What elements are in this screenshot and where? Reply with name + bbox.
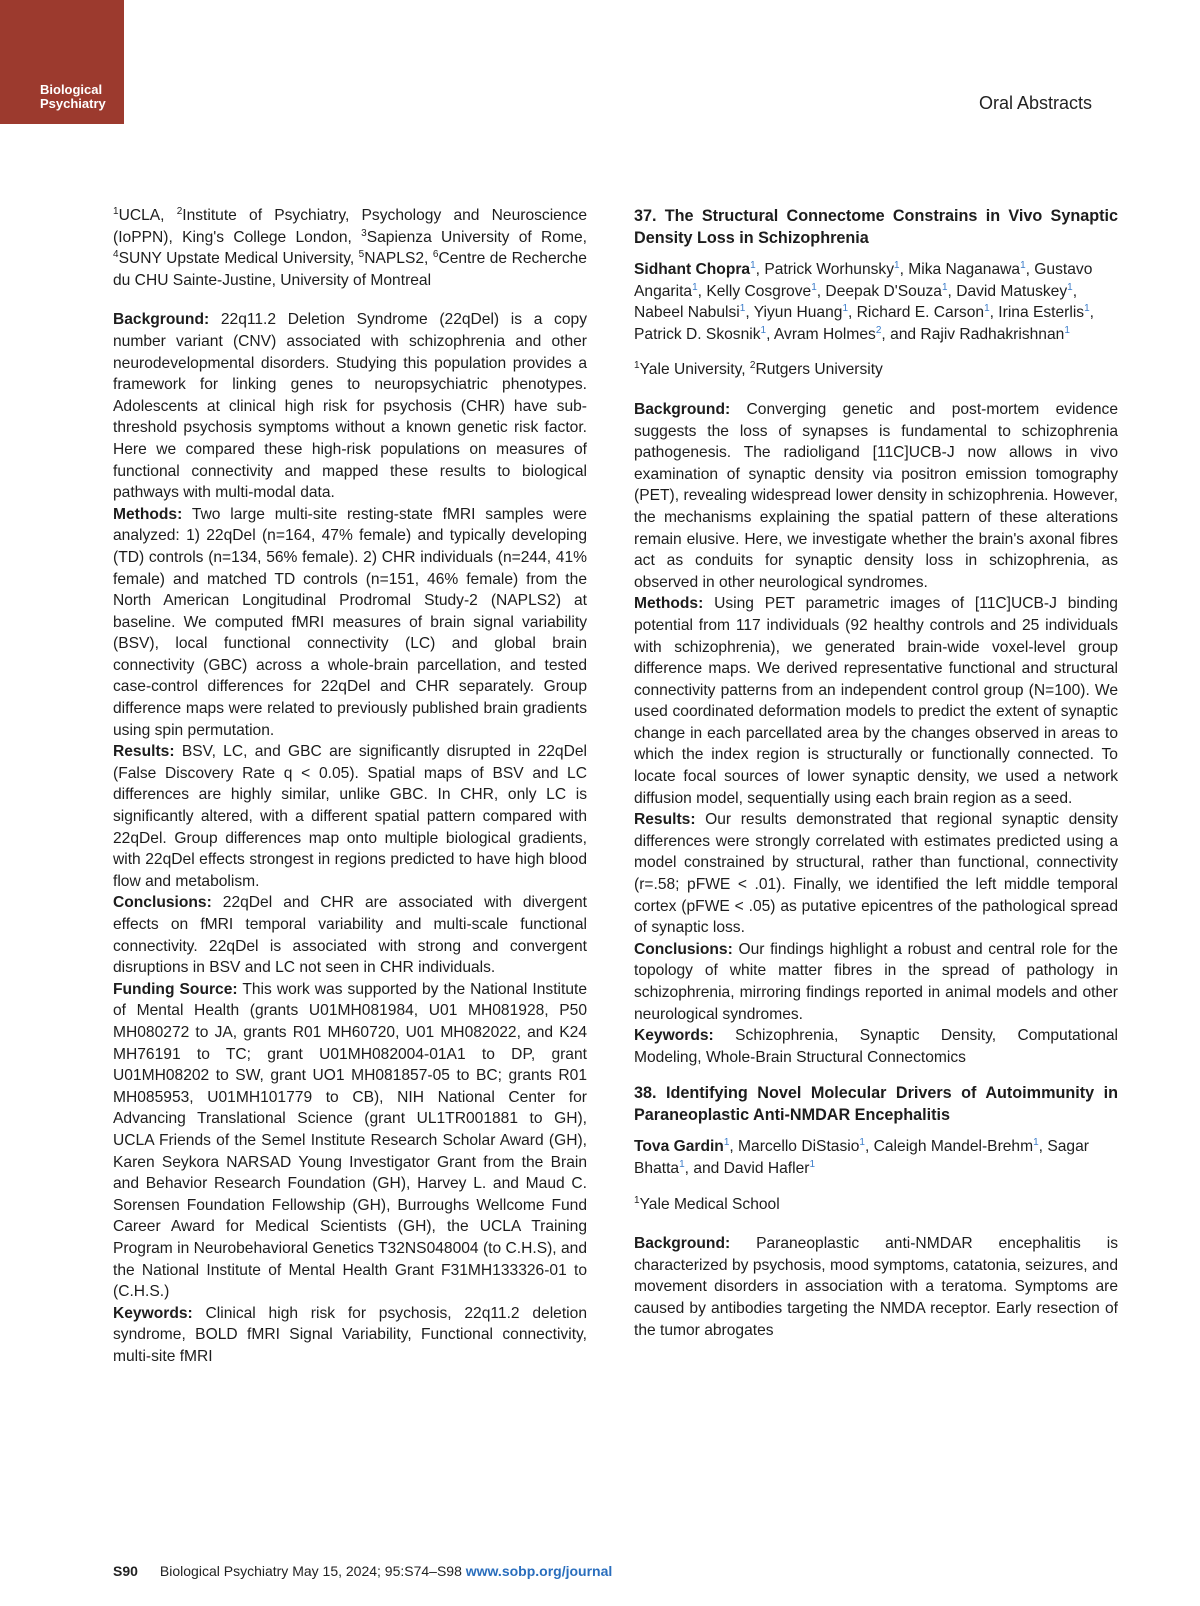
section-label: Oral Abstracts [978, 93, 1092, 113]
left-column [113, 205, 587, 1367]
abstract-38-background: Background: Paraneoplastic anti-NMDAR encephalitis is characterized by psychosis, mood symptoms, catatonia, seizures, and movement disorders in association with a teratoma. Symptoms are caused by antibodies targeting the NMDA receptor. Early resection of the tumor abrogates [634, 1235, 1118, 1339]
abstract-37-background: Background: Converging genetic and post-mortem evidence suggests the loss of synapses is fundamental to schizophrenia pathogenesis. The radioligand [11C]UCB-J now allows in vivo examination of synaptic density via positron emission tomography (PET), revealing widespread lower density in schizophrenia. However, the mechanisms explaining the spatial pattern of these alterations remain elusive. Here, we investigate whether the brain's axonal fibres act as conduits for synaptic density loss in schizophrenia, as observed in other neurological syndromes. [634, 400, 1118, 591]
affiliations: $^1$UCLA, $^2$Institute of Psychiatry, Psychology and Neuroscience (IoPPN), King's College London, $^3$Sapienza University of Rome, $^4$SUNY Upstate Medical University, $^5$NAPLS2, $^6$Centre de Recherche du CHU Sainte-Justine, University of Montreal [113, 205, 587, 289]
abstract-38-authors: Tova Gardin$^1$, Marcello DiStasio$^1$, Caleigh Mandel-Brehm$^1$, Sagar Bhatta$^1$, and David Hafler$^1$ [634, 1137, 1089, 1177]
abstract-37-authors: Sidhant Chopra$^1$, Patrick Worhunsky$^1$, Mika Naganawa$^1$, Gustavo Angarita$^1$, Kelly Cosgrove$^1$, Deepak D'Souza$^1$, David Matuskey$^1$, Nabeel Nabulsi$^1$, Yiyun Huang$^1$, Richard E. Carson$^1$, Irina Esterlis$^1$, Patrick D. Skosnik$^1$, Avram Holmes$^2$, and Rajiv Radhakrishnan$^1$ [634, 259, 1095, 343]
abstract-37-methods: Methods: Using PET parametric images of [11C]UCB-J binding potential from 117 individuals (92 healthy controls and 25 individuals with schizophrenia), we generated brain-wide voxel-level group difference maps. We derived representative functional and structural connectivity patterns from an independent control group (N=100). We used coordinated deformation models to predict the extent of synaptic change in each parcellated area by the changes observed in areas to which the index region is structurally or functionally connected. To locate focal sources of lower synaptic density, we used a network diffusion model, sequentially using each brain region as a seed. [634, 595, 1118, 807]
journal-logo-text: Biological Psychiatry [40, 82, 106, 111]
citation: Biological Psychiatry May 15, 2024; 95:S74–S98 [159, 1563, 466, 1579]
page-number: S90 [113, 1563, 138, 1579]
journal-logo [0, 0, 124, 124]
methods-section: Methods: Two large multi-site resting-state fMRI samples were analyzed: 1) 22qDel (n=164, 47% female) and typically developing (TD) controls (n=134, 56% female). 2) CHR individuals (n=244, 41% female) and matched TD controls (n=151, 46% female) from the North American Longitudinal Prodromal Study-2 (NAPLS2) at baseline. We computed fMRI measures of brain signal variability (BSV), local functional connectivity (LC) and global brain connectivity (GBC) across a whole-brain parcellation, and tested case-control differences for 22qDel and CHR separately. Group difference maps were related to previously published brain gradients using spin permutation. [113, 505, 587, 739]
keywords-section: Keywords: Clinical high risk for psychosis, 22q11.2 deletion syndrome, BOLD fMRI Signal Variability, Functional connectivity, multi-site fMRI [113, 1304, 587, 1365]
funding-section: Funding Source: This work was supported by the National Institute of Mental Health (grants U01MH081984, U01 MH081928, P50 MH080272 to JA, grants R01 MH60720, U01 MH082022, and K24 MH76191 to TC; grant U01MH082004-01A1 to DP, grant U01MH08202 to SW, grant UO1 MH081857-05 to BC; grants R01 MH085953, U01MH101779 to CB), NIH National Center for Advancing Translational Science (grant UL1TR001881 to GH), UCLA Friends of the Semel Institute Research Scholar Award (GH), Karen Seykora NARSAD Young Investigator Grant from the Brain and Behavior Research Foundation (GH), Harvey L. and Maud C. Sorensen Foundation Fellowship (GH), Burroughs Wellcome Fund Career Award for Medical Scientists (GH), the UCLA Training Program in Neurobehavioral Genetics T32NS048004 (to C.H.S), and the National Institute of Mental Health Grant F31MH133326-01 to (C.H.S.) [113, 980, 588, 1301]
journal-url-link[interactable]: www.sobp.org/journal [465, 1563, 613, 1579]
abstract-37-results: Results: Our results demonstrated that regional synaptic density differences were strongly correlated with estimates predicted using a model constrained by structural, rather than functional, connectivity (r=.58; pFWE < .01). Finally, we identified the left middle temporal cortex (pFWE < .05) as putative epicentres of the pathological spread of synaptic loss. [634, 811, 1118, 937]
abstract-37-keywords: Keywords: Schizophrenia, Synaptic Density, Computational Modeling, Whole-Brain Structural Connectomics [634, 1027, 1119, 1066]
abstract-37-title: 37. The Structural Connectome Constrains in Vivo Synaptic Density Loss in Schizophrenia [634, 207, 1118, 247]
background-section: Background: 22q11.2 Deletion Syndrome (22qDel) is a copy number variant (CNV) associated with schizophrenia and other neurodevelopmental disorders. Studying this population provides a framework for linking genes to neuropsychiatric phenotypes. Adolescents at clinical high risk for psychosis (CHR) have sub-threshold psychosis symptoms without a known genetic risk factor. Here we compared these high-risk populations on measures of functional connectivity and mapped these results to biological pathways with multi-modal data. [113, 311, 587, 502]
abstract-38-affiliations: $^1$Yale Medical School [634, 1194, 780, 1213]
abstract-38-title: 38. Identifying Novel Molecular Drivers of Autoimmunity in Paraneoplastic Anti-NMDAR Encephalitis [634, 1084, 1118, 1125]
results-section: Results: BSV, LC, and GBC are significantly disrupted in 22qDel (False Discovery Rate q < 0.05). Spatial maps of BSV and LC differences are highly similar, unlike GBC. In CHR, only LC is significantly altered, with a different spatial pattern compared with 22qDel. Group differences map onto multiple biological gradients, with 22qDel effects strongest in regions predicted to have high blood flow and metabolism. [113, 743, 587, 890]
abstract-divider [634, 1068, 1118, 1082]
page-footer [113, 1563, 612, 1579]
abstract-37-affiliations: $^1$Yale University, $^2$Rutgers University [634, 360, 883, 379]
conclusions-section: Conclusions: 22qDel and CHR are associated with divergent effects on fMRI temporal variability and multi-scale functional connectivity. 22qDel is associated with strong and convergent disruptions in BSV and LC not seen in CHR individuals. [113, 894, 587, 977]
right-column [634, 205, 1118, 1341]
abstract-37-conclusions: Conclusions: Our findings highlight a robust and central role for the topology of white matter fibres in the spread of pathology in schizophrenia, mirroring findings reported in animal models and other neurological syndromes. [634, 940, 1118, 1023]
